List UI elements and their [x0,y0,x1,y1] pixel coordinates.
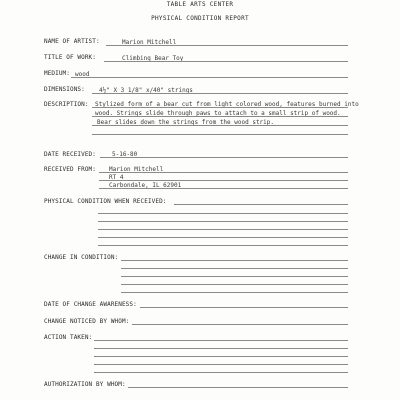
action-taken-rule [94,356,348,357]
dimensions-label: DIMENSIONS: [44,86,85,93]
date-of-change-line [140,307,348,308]
description-rule [92,116,348,117]
org-name: TABLE ARTS CENTER [166,1,234,8]
title-of-work-value: Climbing Bear Toy [122,55,184,62]
action-taken-rule [94,340,348,341]
change-in-condition-rule [121,260,348,261]
received-from-rule [99,180,348,181]
action-taken-label: ACTION TAKEN: [44,334,93,341]
action-taken-rule [94,372,348,373]
authorization-label: AUTHORIZATION BY WHOM: [44,381,126,388]
condition-received-rule [98,237,348,238]
description-rule [92,107,348,108]
received-from-label: RECEIVED FROM: [44,166,96,173]
medium-value: wood [75,71,90,78]
change-in-condition-rule [121,268,348,269]
change-noticed-line [132,324,348,325]
condition-received-label: PHYSICAL CONDITION WHEN RECEIVED: [44,198,167,205]
title-of-work-line [104,61,348,62]
change-in-condition-label: CHANGE IN CONDITION: [44,254,119,261]
action-taken-rule [94,348,348,349]
date-of-change-label: DATE OF CHANGE AWARENESS: [44,301,137,308]
condition-received-rule [98,229,348,230]
description-rule [92,134,348,135]
change-noticed-label: CHANGE NOTICED BY WHOM: [44,318,130,325]
date-received-line [100,157,348,158]
artist-line [106,45,348,46]
description-label: DESCRIPTION: [44,101,89,108]
medium-line [71,77,348,78]
condition-received-rule [98,221,348,222]
change-in-condition-rule [121,292,348,293]
received-from-rule [99,172,348,173]
action-taken-rule [94,364,348,365]
description-rule [92,125,348,126]
received-from-line-3: Carbondale, IL 62901 [109,182,182,189]
medium-label: MEDIUM: [44,70,70,77]
artist-label: NAME OF ARTIST: [44,38,100,45]
description-line-2: wood. Strings slide through paws to attach to a small strip of wood. [95,110,341,117]
report-title: PHYSICAL CONDITION REPORT [151,15,249,22]
change-in-condition-rule [121,276,348,277]
condition-received-rule [98,213,348,214]
received-from-rule [99,188,348,189]
condition-received-rule [174,204,348,205]
received-from-line-2: RT 4 [109,174,124,181]
artist-value: Marion Mitchell [122,39,177,46]
change-in-condition-rule [121,284,348,285]
title-of-work-label: TITLE OF WORK: [44,54,96,61]
dimensions-line [92,93,348,94]
description-line-1: Stylized form of a bear cut from light colored wood, features burned into [95,101,359,108]
date-received-label: DATE RECEIVED: [44,151,96,158]
date-received-value: 5-16-80 [112,151,138,158]
dimensions-value: 4½" X 3 1/8" x/40" strings [99,87,193,94]
authorization-line [128,387,348,388]
condition-received-rule [98,245,348,246]
received-from-line-1: Marion Mitchell [109,166,164,173]
description-line-3: Bear slides down the strings from the wood strip. [97,119,275,126]
